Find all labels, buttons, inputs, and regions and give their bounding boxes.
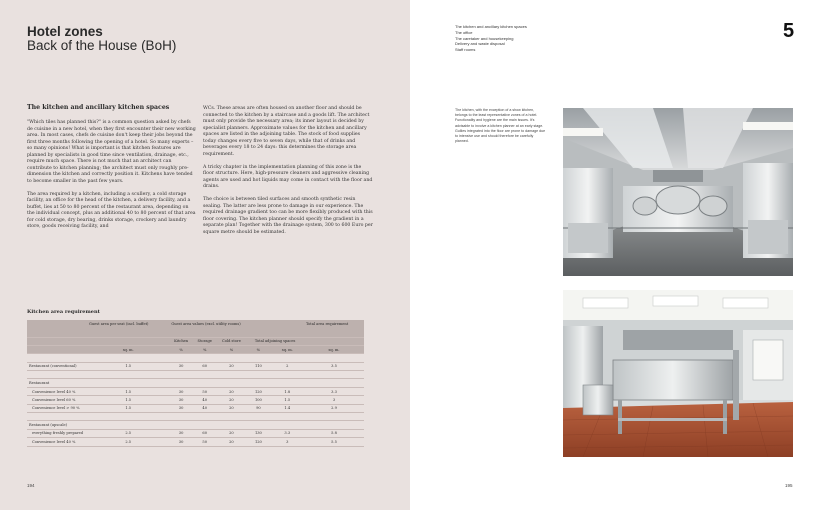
table-cell: 30 [169, 404, 192, 412]
table-cell [246, 354, 270, 362]
paragraph: A tricky chapter in the implementation planning of this zone is the floor structure. Here, high-pressure cleaners and aggressive cleaning agents are used and hot liquids may come in contact with the floor and drains. [203, 164, 373, 189]
table-cell: 2.9 [304, 404, 364, 412]
chapter-topic-list [455, 24, 527, 53]
table-cell [87, 379, 169, 387]
table-header-cell [304, 337, 364, 345]
table-cell: 3 [304, 396, 364, 404]
table-header-cell: sq. m. [87, 345, 169, 353]
table-cell: 60 [193, 362, 217, 370]
table-cell [271, 354, 305, 362]
table-cell: 1.5 [87, 362, 169, 370]
table-cell [193, 379, 217, 387]
table-cell [169, 421, 192, 429]
table-cell [246, 413, 270, 421]
kitchen-area-table [27, 320, 364, 447]
table-cell [193, 413, 217, 421]
page-number-right: 195 [785, 483, 793, 488]
table-cell: 2.5 [87, 429, 169, 437]
table-cell: 1.5 [87, 404, 169, 412]
table-cell: 3.3 [271, 429, 305, 437]
table-cell [169, 354, 192, 362]
table-cell: 40 [193, 404, 217, 412]
table-cell: 120 [246, 438, 270, 446]
table-cell [246, 379, 270, 387]
table-header-row [27, 345, 364, 353]
table-cell [169, 379, 192, 387]
table-cell [271, 413, 305, 421]
row-label-cell: Convenience level > 90 % [27, 404, 87, 412]
table-cell: 130 [246, 429, 270, 437]
table-header-cell [27, 320, 87, 337]
row-label-cell [27, 413, 87, 421]
table-cell: 30 [169, 396, 192, 404]
table-header-cell [87, 337, 169, 345]
table-cell: 50 [193, 438, 217, 446]
table-cell: 30 [169, 438, 192, 446]
table-cell: 20 [217, 362, 247, 370]
table-cell: 120 [246, 387, 270, 395]
page-title: Hotel zones [27, 24, 103, 39]
table-body [27, 354, 364, 446]
table-cell: 1.8 [271, 387, 305, 395]
table-cell: 60 [193, 429, 217, 437]
table-header-row [27, 320, 364, 337]
chapter-topic: Staff rooms [455, 47, 476, 53]
table-cell: 2 [271, 362, 305, 370]
table-cell: 50 [193, 387, 217, 395]
table-cell [217, 421, 247, 429]
chapter-number: 5 [783, 20, 795, 42]
table-cell [87, 413, 169, 421]
table-row [27, 396, 364, 404]
table-cell [304, 421, 364, 429]
table-cell: 30 [169, 387, 192, 395]
table-header-cell: Guest area per seat (incl. buffet) [87, 320, 169, 337]
table-cell [246, 421, 270, 429]
chapter-topic: The office [455, 29, 473, 35]
table-cell [87, 371, 169, 379]
table-cell: 1.5 [87, 396, 169, 404]
table-cell: 100 [246, 396, 270, 404]
table-cell [271, 379, 305, 387]
table-header-cell: Kitchen [169, 337, 192, 345]
table-cell [87, 421, 169, 429]
chapter-topic: Delivery and waste disposal [455, 41, 505, 47]
table-cell: 90 [246, 404, 270, 412]
table-header-cell: Storage [193, 337, 217, 345]
table-header-row [27, 337, 364, 345]
chapter-topic: The kitchen and ancillary kitchen spaces [455, 24, 527, 29]
paragraph: The area required by a kitchen, including a scullery, a cold storage facility, an office for the head of the kitchen, a delivery facility, and a buffet, lies at 50 to 80 percent of the restaurant area, depending on the individual concept, plus an additional 40 to 80 percent of that area for cold storage, dry bearing, drinks storage, crockery and laundry store, goods receiving facility, and [27, 191, 196, 229]
table-cell: 3.5 [304, 362, 364, 370]
table-cell: 3.3 [304, 387, 364, 395]
table-cell: 20 [217, 396, 247, 404]
table-cell [169, 413, 192, 421]
table-header-cell: % [246, 345, 270, 353]
row-label-cell: Restaurant (upscale) [27, 421, 87, 429]
table-cell [217, 354, 247, 362]
row-label-cell: Restaurant [27, 379, 87, 387]
table-row [27, 438, 364, 446]
table-cell: 1.4 [271, 404, 305, 412]
kitchen-photo-2 [563, 290, 793, 457]
table-header-cell: Guest area values (excl. utility rooms) [169, 320, 304, 337]
table-cell [87, 354, 169, 362]
row-label-cell: Convenience level 60 % [27, 396, 87, 404]
table-cell [169, 371, 192, 379]
table-cell: 1.5 [271, 396, 305, 404]
row-label-cell: everything freshly prepared [27, 429, 87, 437]
table-row [27, 371, 364, 379]
table-cell: 5.8 [304, 429, 364, 437]
table-cell: 5.5 [304, 438, 364, 446]
table-cell [246, 371, 270, 379]
table-row [27, 387, 364, 395]
table-cell [271, 421, 305, 429]
paragraph: WCs. These areas are often housed on another floor and should be connected to the kitchen by a staircase and a goods lift. The architect must only provide the necessary area; its inner layout is decided by specialist planners. Approximate values for the kitchen and ancillary spaces are listed in the adjoining table. The stock of food supplies today changes every five to seven days, while that of drinks and beverages every 18 to 24 days: this determines the storage area requirement. [203, 106, 370, 157]
table-cell [217, 413, 247, 421]
table-header-cell: sq. m. [271, 345, 305, 353]
kitchen-photo-1 [563, 108, 793, 276]
row-label-cell [27, 354, 87, 362]
table-cell [193, 371, 217, 379]
table-cell [304, 371, 364, 379]
table-cell: 30 [169, 429, 192, 437]
table-cell: 40 [193, 396, 217, 404]
paragraph: The choice is between tiled surfaces and smooth synthetic resin sealing. The latter are less prone to damage in our experience. The required drainage gradient too can be more flexibly produced with this floor covering. The kitchen planner should specify the gradient in a separate plan! Together with the drainage system, 300 to 600 Euro per square metre should be estimated. [203, 197, 373, 235]
table-cell [304, 379, 364, 387]
table-cell: 2.5 [87, 438, 169, 446]
table-cell [304, 354, 364, 362]
text-column-2 [203, 106, 373, 243]
table-header-cell: Total adjoining spaces [246, 337, 304, 345]
table-header-cell [27, 345, 87, 353]
table-cell: 20 [217, 387, 247, 395]
table-cell: 20 [217, 438, 247, 446]
table-header-cell: sq. m. [304, 345, 364, 353]
table-cell [217, 371, 247, 379]
row-label-cell: Restaurant (conventional) [27, 362, 87, 370]
table-row [27, 354, 364, 362]
text-column-1 [27, 120, 197, 237]
table-cell: 20 [217, 429, 247, 437]
table-cell: 20 [217, 404, 247, 412]
table-cell: 1.5 [87, 387, 169, 395]
table-row [27, 379, 364, 387]
table-cell: 3 [271, 438, 305, 446]
chapter-topic: The caretaker and housekeeping [455, 35, 514, 41]
paragraph: "Which tiles has planned this?" is a common question asked by chefs de cuisine in a new hotel, when they first encounter their new working area. In most cases, chefs de cuisine don't keep their jobs beyond the first three months following the opening of a hotel. So many experts – so many opinions! What is important is that kitchen features are planned by specialists in good time since ventilation, drainage, etc., require much space. There is not much that an architect can contribute to kitchen planning; the architect must only roughly pre-dimension the kitchen and correctly position it. Kitchens have tended to become smaller in the past few years. [27, 120, 196, 184]
table-cell [271, 371, 305, 379]
table-header-cell: Cold store [217, 337, 247, 345]
table-cell [217, 379, 247, 387]
table-header-cell: % [217, 345, 247, 353]
section-heading: The kitchen and ancillary kitchen spaces [27, 104, 170, 111]
table-row [27, 362, 364, 370]
table-header-cell: % [169, 345, 192, 353]
table-title: Kitchen area requirement [27, 309, 100, 315]
table-cell: 110 [246, 362, 270, 370]
table-row [27, 429, 364, 437]
page-subtitle: Back of the House (BoH) [27, 38, 177, 53]
table-row [27, 413, 364, 421]
table-row [27, 421, 364, 429]
photo-caption: The kitchen, with the exception of a show kitchen, belongs to the least representative zones of a hotel. Functionality and hygiene are the main issues. It's advisable to involve a kitchen planner at an early stage. Gullies integrated into the floor are prone to damage due to intensive use and should therefore be carefully planned. [455, 108, 546, 144]
table-cell: 30 [169, 362, 192, 370]
table-cell [304, 413, 364, 421]
row-label-cell [27, 371, 87, 379]
row-label-cell: Convenience level 40 % [27, 387, 87, 395]
page-number-left: 194 [27, 483, 35, 488]
table-cell [193, 354, 217, 362]
table-header-cell: % [193, 345, 217, 353]
table-header-cell [27, 337, 87, 345]
table-row [27, 404, 364, 412]
row-label-cell: Convenience level 40 % [27, 438, 87, 446]
table-header-cell: Total area requirement [304, 320, 364, 337]
table-cell [193, 421, 217, 429]
